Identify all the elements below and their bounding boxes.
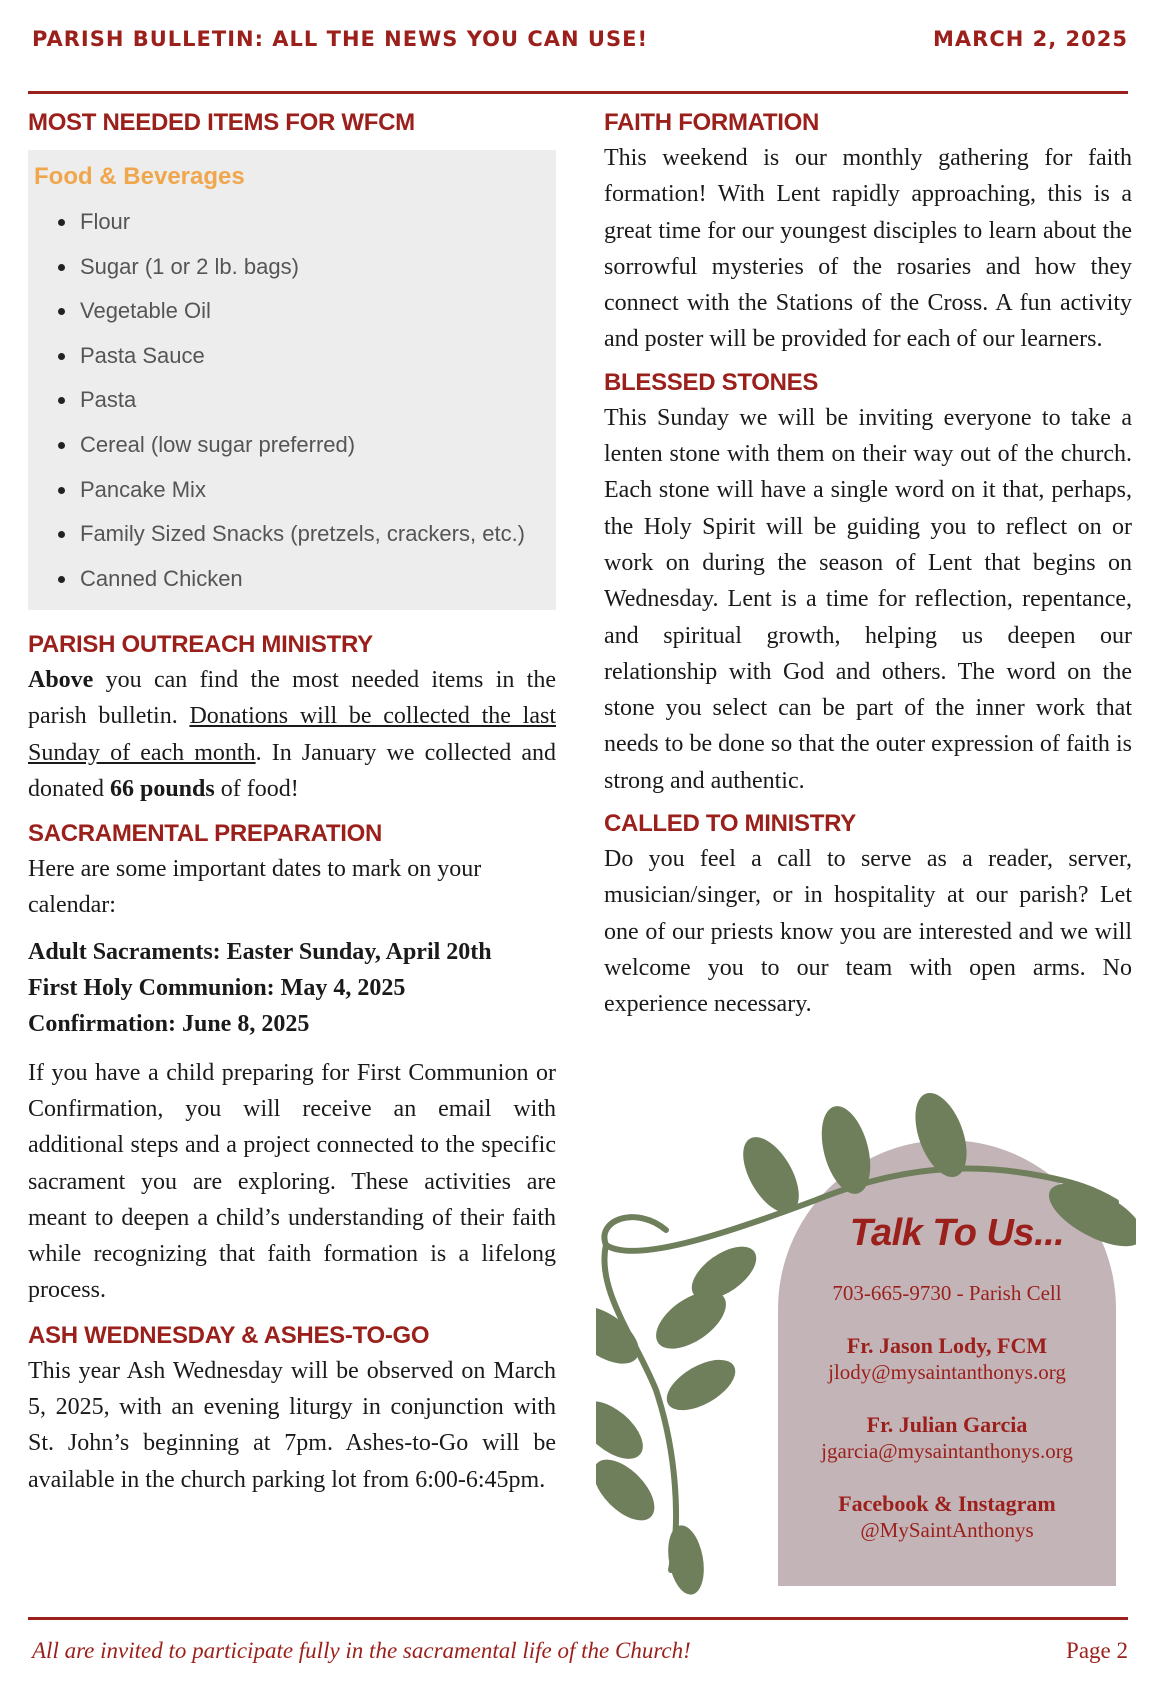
faith-formation-body: This weekend is our monthly gathering for faith formation! With Lent rapidly approaching, this is a great time for our youngest disciples to learn about the sorrowful mysteries of the rosaries and how they connect with the Stations of the Cross. A fun activity and poster will be provided for each of our learners. — [604, 145, 1132, 353]
list-item: Cereal (low sugar preferred) — [32, 423, 556, 468]
outreach-text-2: . In January we collected and donated — [28, 739, 556, 802]
contact-1-email[interactable]: jlody@mysaintanthonys.org — [828, 1360, 1066, 1384]
needed-items-list — [32, 200, 556, 601]
page-number: Page 2 — [1066, 1638, 1128, 1663]
bottom-divider — [28, 1617, 1128, 1620]
list-item: Family Sized Snacks (pretzels, crackers, etc.) — [32, 512, 556, 557]
list-item: Canned Chicken — [32, 557, 556, 602]
ash-wednesday-heading: ASH WEDNESDAY & ASHES-TO-GO — [28, 1321, 430, 1349]
contact-2-name: Fr. Julian Garcia — [866, 1412, 1028, 1437]
list-item: Sugar (1 or 2 lb. bags) — [32, 245, 556, 290]
sacramental-dates — [28, 934, 556, 1043]
list-item: Vegetable Oil — [32, 289, 556, 334]
needed-items-category: Food & Beverages — [34, 163, 245, 190]
talk-title: Talk To Us... — [849, 1212, 1065, 1254]
outreach-underlined: Donations will be collected the last Sunday of each month — [28, 703, 556, 766]
parish-cell-phone[interactable]: 703-665-9730 - Parish Cell — [832, 1281, 1062, 1305]
outreach-bold-start: Above — [28, 667, 94, 693]
outreach-amount: 66 pounds — [109, 775, 215, 802]
needed-items-box — [28, 150, 556, 610]
list-item: Pasta — [32, 378, 556, 423]
bulletin-date: MARCH 2, 2025 — [933, 27, 1128, 51]
list-item: Pancake Mix — [32, 468, 556, 513]
outreach-text — [28, 662, 556, 807]
date-first-communion: First Holy Communion: May 4, 2025 — [28, 975, 406, 1002]
right-column — [604, 108, 1132, 1023]
contact-2-email[interactable]: jgarcia@mysaintanthonys.org — [821, 1439, 1073, 1463]
social-label: Facebook & Instagram — [838, 1491, 1056, 1516]
needed-items-heading: MOST NEEDED ITEMS FOR WFCM — [28, 109, 415, 136]
list-item: Pasta Sauce — [32, 334, 556, 379]
blessed-stones-body: This Sunday we will be inviting everyone to take a lenten stone with them on their way out of the church. Each stone will have a single word on it that, perhaps, the Holy Spirit will be guiding you to reflect on or work on during the season of Lent that begins on Wednesday. Lent is a time for reflection, repentance, and spiritual growth, helping us deepen our relationship with God and others. The word on the stone you select can be part of the inner work that needs to be done so that the outer expression of faith is strong and authentic. — [604, 404, 1132, 794]
outreach-text-1: you can find the most needed items in the parish bulletin. — [28, 667, 556, 730]
sacramental-intro: Here are some important dates to mark on your calendar: — [28, 856, 482, 919]
ash-wednesday-body: This year Ash Wednesday will be observed on March 5, 2025, with an evening liturgy in conjunction with St. John’s beginning at 7pm. Ashes-to-Go will be available in the church parking lot from 6:00-6:45pm. — [28, 1357, 556, 1493]
list-item: Flour — [32, 200, 556, 245]
date-adult-sacraments: Adult Sacraments: Easter Sunday, April 20th — [28, 938, 492, 965]
faith-formation-heading: FAITH FORMATION — [604, 109, 820, 136]
called-body: Do you feel a call to serve as a reader, server, musician/singer, or in hospitality at our parish? Let one of our priests know you are interested and we will welcome you to our team with open arms. No experience necessary. — [604, 846, 1132, 1018]
blessed-stones-heading: BLESSED STONES — [604, 368, 819, 396]
outreach-heading: PARISH OUTREACH MINISTRY — [28, 631, 373, 658]
social-handle[interactable]: @MySaintAnthonys — [860, 1518, 1034, 1542]
sacramental-body: If you have a child preparing for First Communion or Confirmation, you will receive an email with additional steps and a project connected to the specific sacrament you are exploring. These activities are meant to deepen a child’s understanding of their faith while recognizing that faith formation is a lifelong process. — [28, 1059, 556, 1304]
top-divider — [28, 91, 1128, 94]
talk-to-us-content — [778, 1205, 1116, 1543]
bulletin-title: PARISH BULLETIN: ALL THE NEWS YOU CAN USE! — [32, 27, 649, 51]
sacramental-heading: SACRAMENTAL PREPARATION — [28, 820, 382, 848]
called-heading: CALLED TO MINISTRY — [604, 810, 856, 838]
bulletin-header — [32, 24, 1128, 54]
outreach-text-3: of food! — [214, 775, 299, 802]
footer-tagline: All are invited to participate fully in the sacramental life of the Church! — [32, 1638, 691, 1663]
left-column — [28, 108, 556, 1498]
contact-1-name: Fr. Jason Lody, FCM — [846, 1333, 1048, 1358]
date-confirmation: Confirmation: June 8, 2025 — [28, 1011, 310, 1038]
